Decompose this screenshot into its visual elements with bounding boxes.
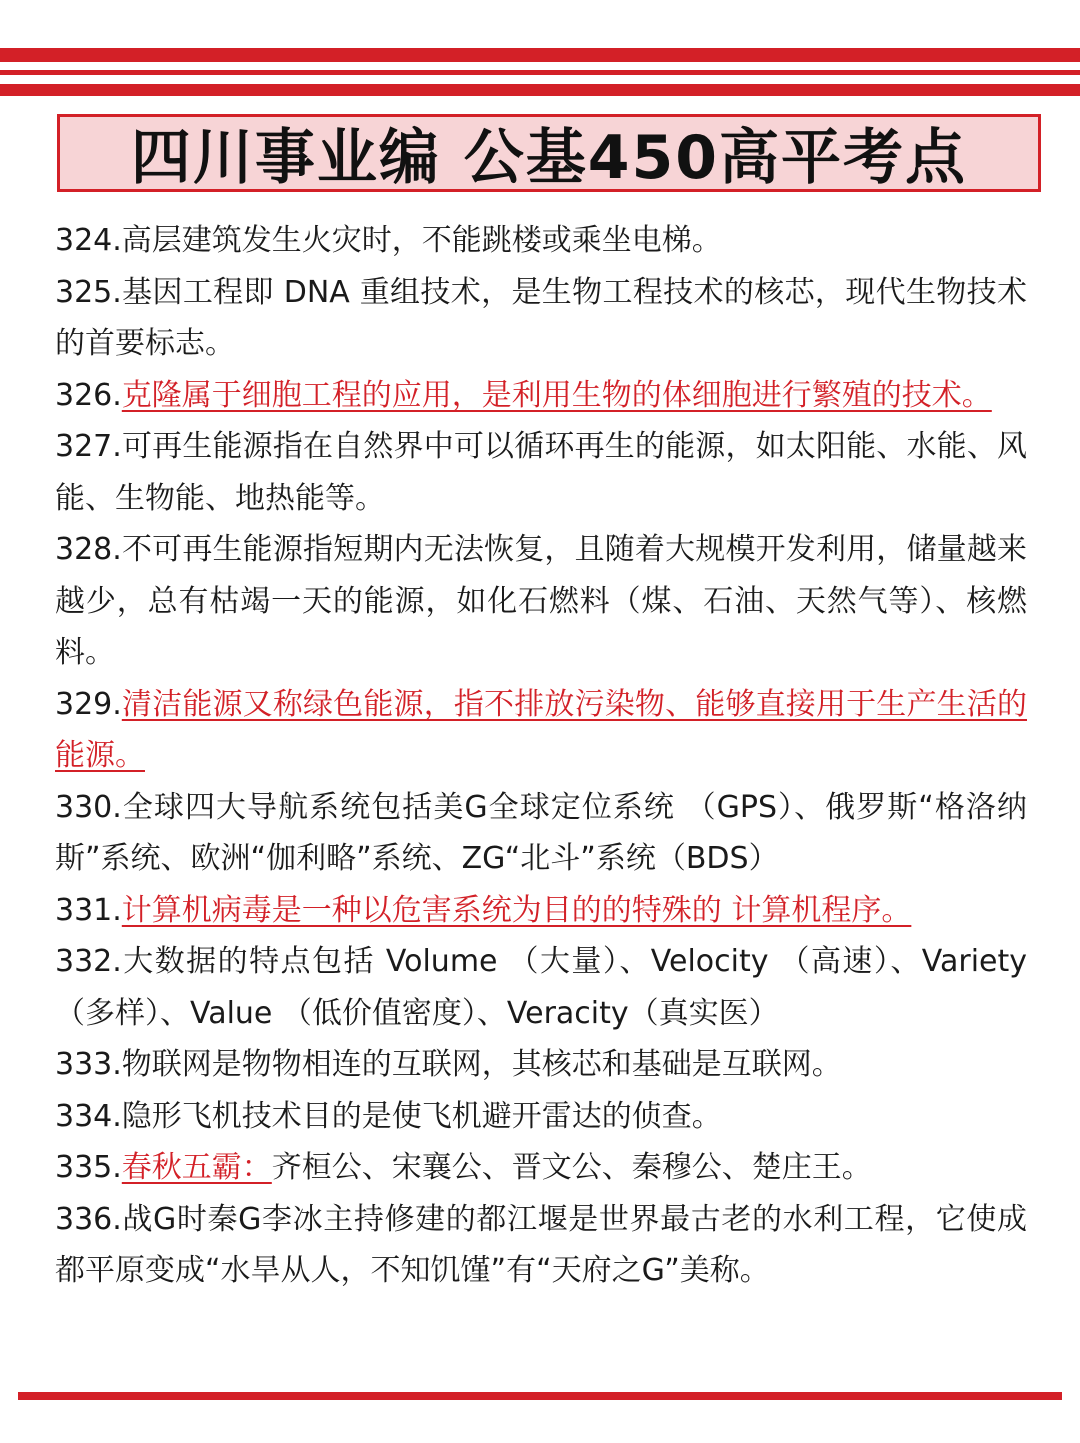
list-item-327 [55, 421, 1027, 524]
item-number: 333. [55, 1047, 122, 1082]
notes-list [55, 215, 1027, 1297]
item-text: 可再生能源指在自然界中可以循环再生的能源，如太阳能、水能、风能、生物能、地热能等。 [55, 429, 1027, 516]
item-number: 328. [55, 532, 122, 567]
item-number: 335. [55, 1150, 122, 1185]
top-stripe-thin [0, 70, 1080, 75]
list-item-328 [55, 524, 1027, 679]
list-item-332 [55, 936, 1027, 1039]
top-stripe-thick [0, 48, 1080, 62]
item-number: 324. [55, 223, 122, 258]
item-number: 331. [55, 892, 122, 928]
item-number: 330. [55, 789, 122, 825]
item-highlight: 清洁能源又称绿色能源，指不排放污染物、能够直接用于生产生活的能源。 [55, 686, 1027, 773]
item-text: 战G时秦G李冰主持修建的都江堰是世界最古老的水利工程，它使成都平原变成“水旱从人，不知饥馑”有“天府之G”美称。 [55, 1201, 1027, 1288]
item-highlight: 计算机病毒是一种以危害系统为目的的特殊的 计算机程序。 [121, 892, 912, 928]
list-item-336 [55, 1194, 1027, 1297]
item-text: 全球四大导航系统包括美G全球定位系统 （GPS）、俄罗斯“格洛纳斯”系统、欧洲“伽利略”系统、ZG“北斗”系统（BDS） [55, 789, 1027, 876]
list-item-330 [55, 782, 1027, 885]
item-text: 高层建筑发生火灾时，不能跳楼或乘坐电梯。 [121, 223, 722, 258]
item-number: 327. [55, 429, 122, 464]
item-number: 336. [55, 1201, 122, 1237]
item-number: 334. [55, 1098, 122, 1134]
top-stripe-lower [0, 84, 1080, 96]
list-item-333 [55, 1039, 1027, 1091]
item-number: 329. [55, 686, 122, 722]
list-item-325 [55, 267, 1027, 370]
item-highlight: 克隆属于细胞工程的应用，是利用生物的体细胞进行繁殖的技术。 [121, 377, 992, 413]
bottom-stripe [18, 1392, 1062, 1400]
item-number: 326. [55, 377, 122, 413]
item-text: 齐桓公、宋襄公、晋文公、秦穆公、楚庄王。 [271, 1150, 872, 1185]
item-text: 不可再生能源指短期内无法恢复，且随着大规模开发利用，储量越来越少，总有枯竭一天的能源，如化石燃料（煤、石油、天然气等）、核燃料。 [55, 532, 1027, 670]
list-item-324 [55, 215, 1027, 267]
list-item-329 [55, 679, 1027, 782]
item-text: 物联网是物物相连的互联网，其核芯和基础是互联网。 [121, 1047, 842, 1082]
list-item-326 [55, 370, 1027, 422]
list-item-331 [55, 885, 1027, 937]
item-highlight: 春秋五霸： [121, 1150, 272, 1185]
list-item-335 [55, 1142, 1027, 1194]
page-title: 四川事业编 公基450高平考点 [130, 123, 968, 193]
item-number: 325. [55, 274, 122, 310]
item-number: 332. [55, 944, 122, 979]
item-text: 大数据的特点包括 Volume （大量）、Velocity （高速）、Variety （多样）、Value （低价值密度）、Veracity（真实医） [55, 944, 1027, 1031]
item-text: 隐形飞机技术目的是使飞机避开雷达的侦查。 [121, 1098, 722, 1134]
item-text: 基因工程即 DNA 重组技术，是生物工程技术的核芯，现代生物技术的首要标志。 [55, 274, 1027, 361]
list-item-334 [55, 1091, 1027, 1143]
title-banner [57, 114, 1041, 192]
